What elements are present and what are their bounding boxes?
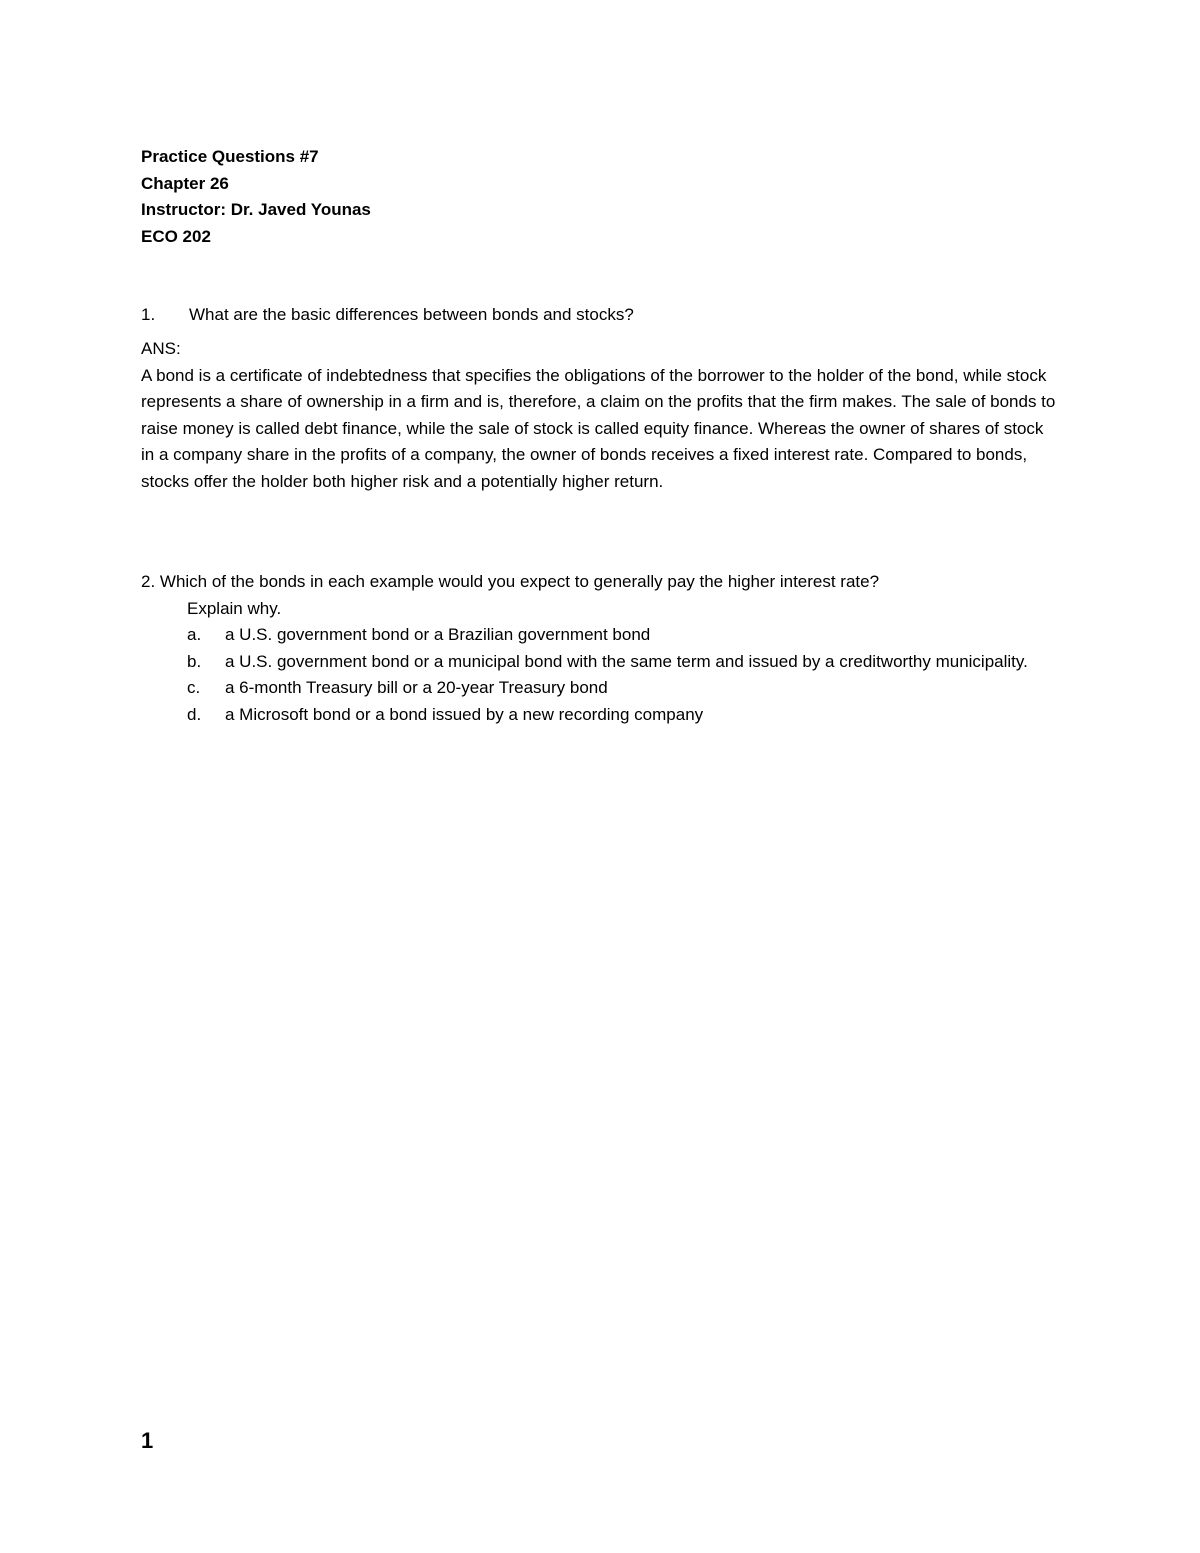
question-1-number: 1. xyxy=(141,305,156,324)
instructor-label: Instructor: Dr. Javed Younas xyxy=(141,200,371,219)
question-2-text: 2. Which of the bonds in each example would you expect to generally pay the higher interest rate? xyxy=(141,572,880,591)
option-text: a 6-month Treasury bill or a 20-year Treasury bond xyxy=(225,678,608,697)
option-letter: b. xyxy=(187,651,202,671)
option-text: a U.S. government bond or a municipal bond with the same term and issued by a creditworthy municipality. xyxy=(225,651,1028,671)
option-a xyxy=(141,622,1101,649)
option-text: a U.S. government bond or a Brazilian government bond xyxy=(225,625,651,644)
answer-text: A bond is a certificate of indebtedness that specifies the obligations of the borrower to the holder of the bond, while stock represents a share of ownership in a firm and is, therefore, a claim on the profits that the firm makes. The sale of bonds to raise money is called debt finance, while the sale of stock is called equity finance. Whereas the owner of shares of stock in a company share in the profits of a company, the owner of bonds receives a fixed interest rate. Compared to bonds, stocks offer the holder both higher risk and a potentially higher return. xyxy=(141,365,1056,491)
page-number: 1 xyxy=(141,1428,154,1453)
option-d xyxy=(141,702,1101,729)
question-2-explain: Explain why. xyxy=(187,598,282,618)
question-1 xyxy=(141,302,1101,495)
option-letter: c. xyxy=(187,678,201,697)
option-text: a Microsoft bond or a bond issued by a new recording company xyxy=(225,704,704,724)
question-2 xyxy=(141,569,1101,728)
option-b xyxy=(141,649,1101,676)
answer-label: ANS: xyxy=(141,339,181,358)
question-1-line xyxy=(141,302,1101,328)
document-title: Practice Questions #7 xyxy=(141,147,319,166)
option-letter: d. xyxy=(187,704,202,724)
option-c xyxy=(141,675,1101,702)
chapter-label: Chapter 26 xyxy=(141,173,229,193)
question-1-text: What are the basic differences between bonds and stocks? xyxy=(189,305,634,324)
document-header xyxy=(141,144,371,250)
course-label: ECO 202 xyxy=(141,226,211,246)
option-letter: a. xyxy=(187,625,202,644)
